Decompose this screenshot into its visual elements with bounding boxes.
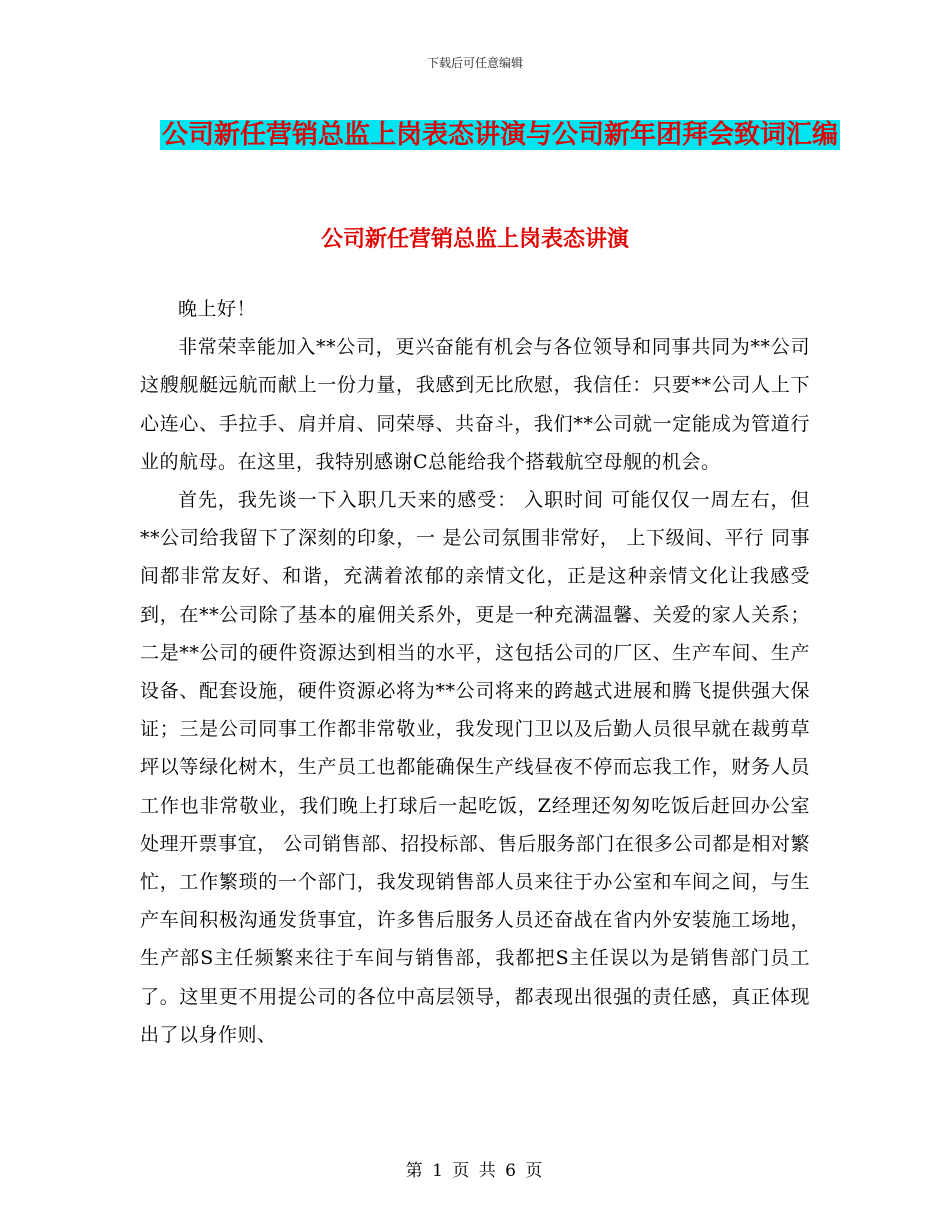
paragraph-greeting: 晚上好！ — [178, 298, 257, 320]
paragraph-impressions: 首先，我先谈一下入职几天来的感受： 入职时间 可能仅仅一周左右，但**公司给我留下了深刻的印象，一 是公司氛围非常好， 上下级间、平行 同事间都非常友好、和谐，充满着浓郁的亲情文化，正是这种亲情文化让我感受到，在**公司除了基本的雇佣关系外，更是一种充满温馨、关爱的家人关系；二是**公司的硬件资源达到相当的水平，这包括公司的厂区、生产车间、生产设备、配套设施，硬件资源必将为**公司将来的跨越式进展和腾飞提供强大保证；三是公司同事工作都非常敬业，我发现门卫以及后勤人员很早就在裁剪草坪以等绿化树木，生产员工也都能确保生产线昼夜不停而忘我工作，财务人员工作也非常敬业，我们晚上打球后一起吃饭，Z经理还匆匆吃饭后赶回办公室处理开票事宜， 公司销售部、招投标部、售后服务部门在很多公司都是相对繁忙，工作繁琐的一个部门，我发现销售部人员来往于办公室和车间之间，与生产车间积极沟通发货事宜，许多售后服务人员还奋战在省内外安装施工场地，生产部S主任频繁来往于车间与销售部，我都把S主任误以为是销售部门员工了。这里更不用提公司的各位中高层领导，都表现出很强的责任感，真正体现出了以身作则、 — [140, 489, 810, 1046]
page-footer: 第 1 页 共 6 页 — [405, 1161, 545, 1181]
section-title: 公司新任营销总监上岗表态讲演 — [320, 227, 629, 252]
header-note: 下载后可任意编辑 — [426, 56, 523, 70]
document-title — [140, 110, 860, 160]
document-title-text: 公司新任营销总监上岗表态讲演与公司新年团拜会致词汇编 — [161, 120, 838, 150]
document-body — [140, 290, 810, 1054]
paragraph-intro: 非常荣幸能加入**公司，更兴奋能有机会与各位领导和同事共同为**公司这艘舰艇远航而献上一份力量，我感到无比欣慰，我信任：只要**公司人上下心连心、手拉手、肩并肩、同荣辱、共奋斗，我们**公司就一定能成为管道行业的航母。在这里，我特别感谢C总能给我个搭载航空母舰的机会。 — [140, 336, 810, 473]
